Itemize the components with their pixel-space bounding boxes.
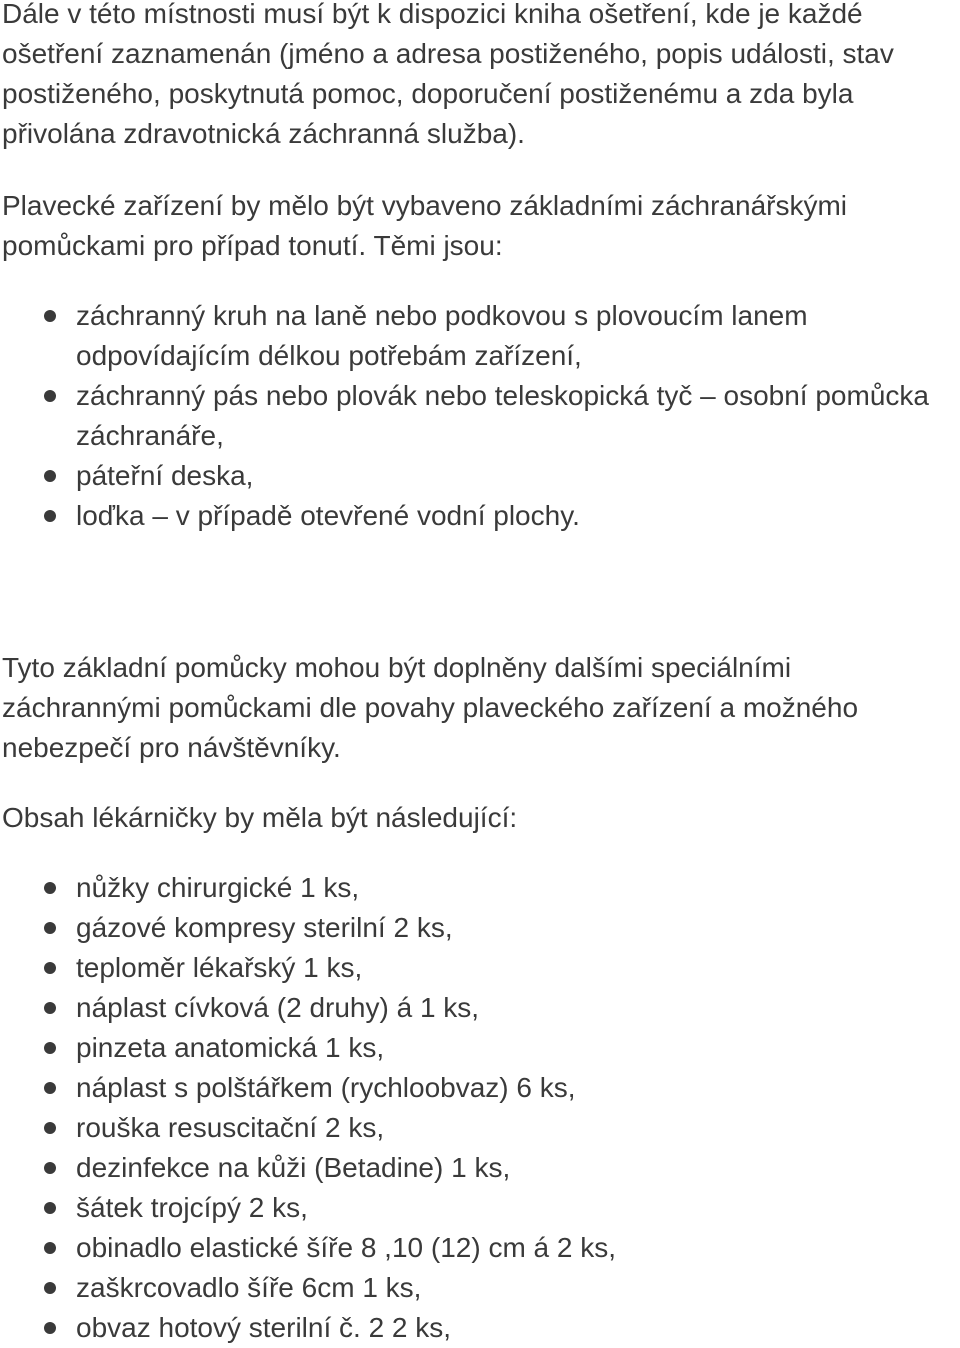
rescue-equipment-list xyxy=(2,296,952,536)
list-item: nůžky chirurgické 1 ks, xyxy=(2,868,952,908)
paragraph-additional-equipment: Tyto základní pomůcky mohou být doplněny dalšími speciálními záchrannými pomůckami dle povahy plaveckého zařízení a možného nebezpečí pro návštěvníky. xyxy=(2,652,859,763)
list-item: zaškrcovadlo šíře 6cm 1 ks, xyxy=(2,1268,952,1308)
document-page xyxy=(2,0,952,1348)
list-item: pinzeta anatomická 1 ks, xyxy=(2,1028,952,1068)
list-item: náplast cívková (2 druhy) á 1 ks, xyxy=(2,988,952,1028)
paragraph-rescue-intro: Plavecké zařízení by mělo být vybaveno základními záchranářskými pomůckami pro případ tonutí. Těmi jsou: xyxy=(2,190,848,261)
paragraph-treatment-log: Dále v této místnosti musí být k dispozici kniha ošetření, kde je každé ošetření zaznamenán (jméno a adresa postiženého, popis události, stav postiženého, poskytnutá pomoc, doporučení postiženému a zda byla přivolána zdravotnická záchranná služba). xyxy=(2,0,894,149)
list-item: obinadlo elastické šíře 8 ,10 (12) cm á 2 ks, xyxy=(2,1228,952,1268)
list-item: loďka – v případě otevřené vodní plochy. xyxy=(2,496,952,536)
list-item: páteřní deska, xyxy=(2,456,952,496)
list-item: záchranný kruh na laně nebo podkovou s plovoucím lanem odpovídajícím délkou potřebám zařízení, xyxy=(2,296,952,376)
list-item: náplast s polštářkem (rychloobvaz) 6 ks, xyxy=(2,1068,952,1108)
first-aid-kit-list xyxy=(2,868,952,1348)
list-item: dezinfekce na kůži (Betadine) 1 ks, xyxy=(2,1148,952,1188)
list-item: obvaz hotový sterilní č. 2 2 ks, xyxy=(2,1308,952,1348)
paragraph-first-aid-intro: Obsah lékárničky by měla být následující: xyxy=(2,802,518,833)
list-item: záchranný pás nebo plovák nebo teleskopická tyč – osobní pomůcka záchranáře, xyxy=(2,376,952,456)
list-item: šátek trojcípý 2 ks, xyxy=(2,1188,952,1228)
list-item: gázové kompresy sterilní 2 ks, xyxy=(2,908,952,948)
list-item: rouška resuscitační 2 ks, xyxy=(2,1108,952,1148)
list-item: teploměr lékařský 1 ks, xyxy=(2,948,952,988)
